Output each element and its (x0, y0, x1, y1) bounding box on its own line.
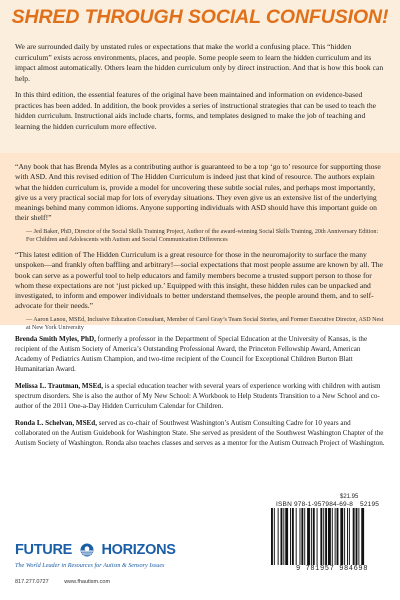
logo-word-right: HORIZONS (101, 542, 176, 558)
hero-section (0, 0, 400, 153)
sun-horizon-icon (78, 541, 96, 559)
author-name: Melissa L. Trautman, MSEd, (15, 382, 104, 390)
bio-melissa-trautman (15, 381, 387, 411)
logo-word-left: FUTURE (15, 542, 73, 558)
price-code: 52195 (360, 501, 380, 508)
bio-text: is a special education teacher with several years of experience working with children with autism spectrum disorders. She is also the author of My New School: A Workbook to Help Students Transition to a New School and co-author of the 2011 One-a-Day Hidden Curriculum Calendar for Children. (15, 382, 381, 410)
bio-text: formerly a professor in the Department of Special Education at the University of Kansas, is the recipient of the Autism Society of America’s Outstanding Professional Award, the Princeton Fellowship Award, American Academy of Pediatrics Autism Champion, and two-time recipient of the Council for Exceptional Children Burton Blatt Humanitarian Award. (15, 335, 368, 373)
reviews-section (0, 153, 400, 332)
bio-text: served as co-chair of Southwest Washington’s Autism Consulting Cadre for 10 years and collaborated on the Autism Guidebook for Washington State. She served as president of the Southwest Washington Chapter of the Autism Society of Washington. Ronda also teaches classes and serves as a mentor for the Autism Outreach Project of Washington. (15, 419, 385, 447)
intro-paragraph-1: We are surrounded daily by unstated rules or expectations that make the world a confusing place. This “hidden curriculum” exists across environments, places, and people. Some people seem to learn the hidden curriculum and its impact almost automatically. Others learn the hidden curriculum only by direct instruction. And that is how this book can help. (15, 42, 384, 83)
bio-brenda-smith-myles (15, 334, 387, 374)
barcode-digits: 9 781957 984698 (295, 565, 368, 573)
headline: SHRED THROUGH SOCIAL CONFUSION! (11, 6, 389, 28)
publisher-phone: 817.277.0727 (15, 579, 49, 585)
author-name: Ronda L. Schelvan, MSEd, (15, 419, 97, 427)
review-text: “This latest edition of The Hidden Curriculum is a great resource for those in the neuromajority to surface the many unspoken—and frankly often baffling and arbitrary!—social expectations that most people assume are known by all. The book can serve as a powerful tool to help educators and family members become a trusted support person to those for whom these expectations are not ‘just picked up.’ Equipped with this insight, these hidden rules can be unpacked and investigated, to inform and empower individuals to better understand themselves, the people around them, and to self-advocate for their needs.” (15, 250, 383, 311)
intro-paragraph-2: In this third edition, the essential features of the original have been maintained and information on evidence-based practices has been added. In addition, the book provides a series of instructional strategies that can be used to teach the hidden curriculum. Instructional aids include charts, forms, and templates designed to make the job of teaching and learning the hidden curriculum more effective. (15, 90, 377, 131)
review-aaron-lanou (15, 250, 387, 333)
publisher-contact (15, 579, 215, 585)
author-bios (15, 334, 387, 455)
author-name: Brenda Smith Myles, PhD, (15, 335, 96, 343)
publisher-tagline: The World Leader in Resources for Autism & Sensory Issues (15, 562, 165, 569)
review-jed-baker (15, 162, 387, 245)
bio-ronda-schelvan (15, 418, 387, 448)
barcode-price: $21.95 (340, 494, 359, 500)
publisher-website: www.fhautism.com (64, 579, 111, 585)
review-text: “Any book that has Brenda Myles as a contributing author is guaranteed to be a top ‘go to’ resource for supporting those with ASD. And this revised edition of The Hidden Curriculum is indeed just that kind of resource. The authors explain what the hidden curriculum is, provide a model for uncovering these subtle social rules, and perhaps most importantly, give us a very practical social map for lots of everyday situations. They even give us an extensive list of the underlying meanings behind many common idioms. Anyone supporting individuals with ASD should have this important guide on their shelf!” (15, 162, 381, 223)
intro-text (15, 42, 387, 138)
review-attribution: — Jed Baker, PhD, Director of the Social Skills Training Project, Author of the award-winning Social Skills Training, 20th Anniversary Edition: For Children and Adolescents with Autism and Social Communication Differences (26, 228, 379, 244)
isbn-number: ISBN 978-1-957984-69-8 (276, 501, 354, 508)
isbn-barcode (270, 508, 394, 565)
publisher-logo (15, 541, 176, 559)
review-attribution: — Aaron Lanou, MSEd, Inclusive Education Consultant, Member of Carol Gray’s Team Social Stories, and Former Executive Director, ASD Nest at New York University (26, 316, 384, 332)
isbn-row (276, 501, 379, 508)
